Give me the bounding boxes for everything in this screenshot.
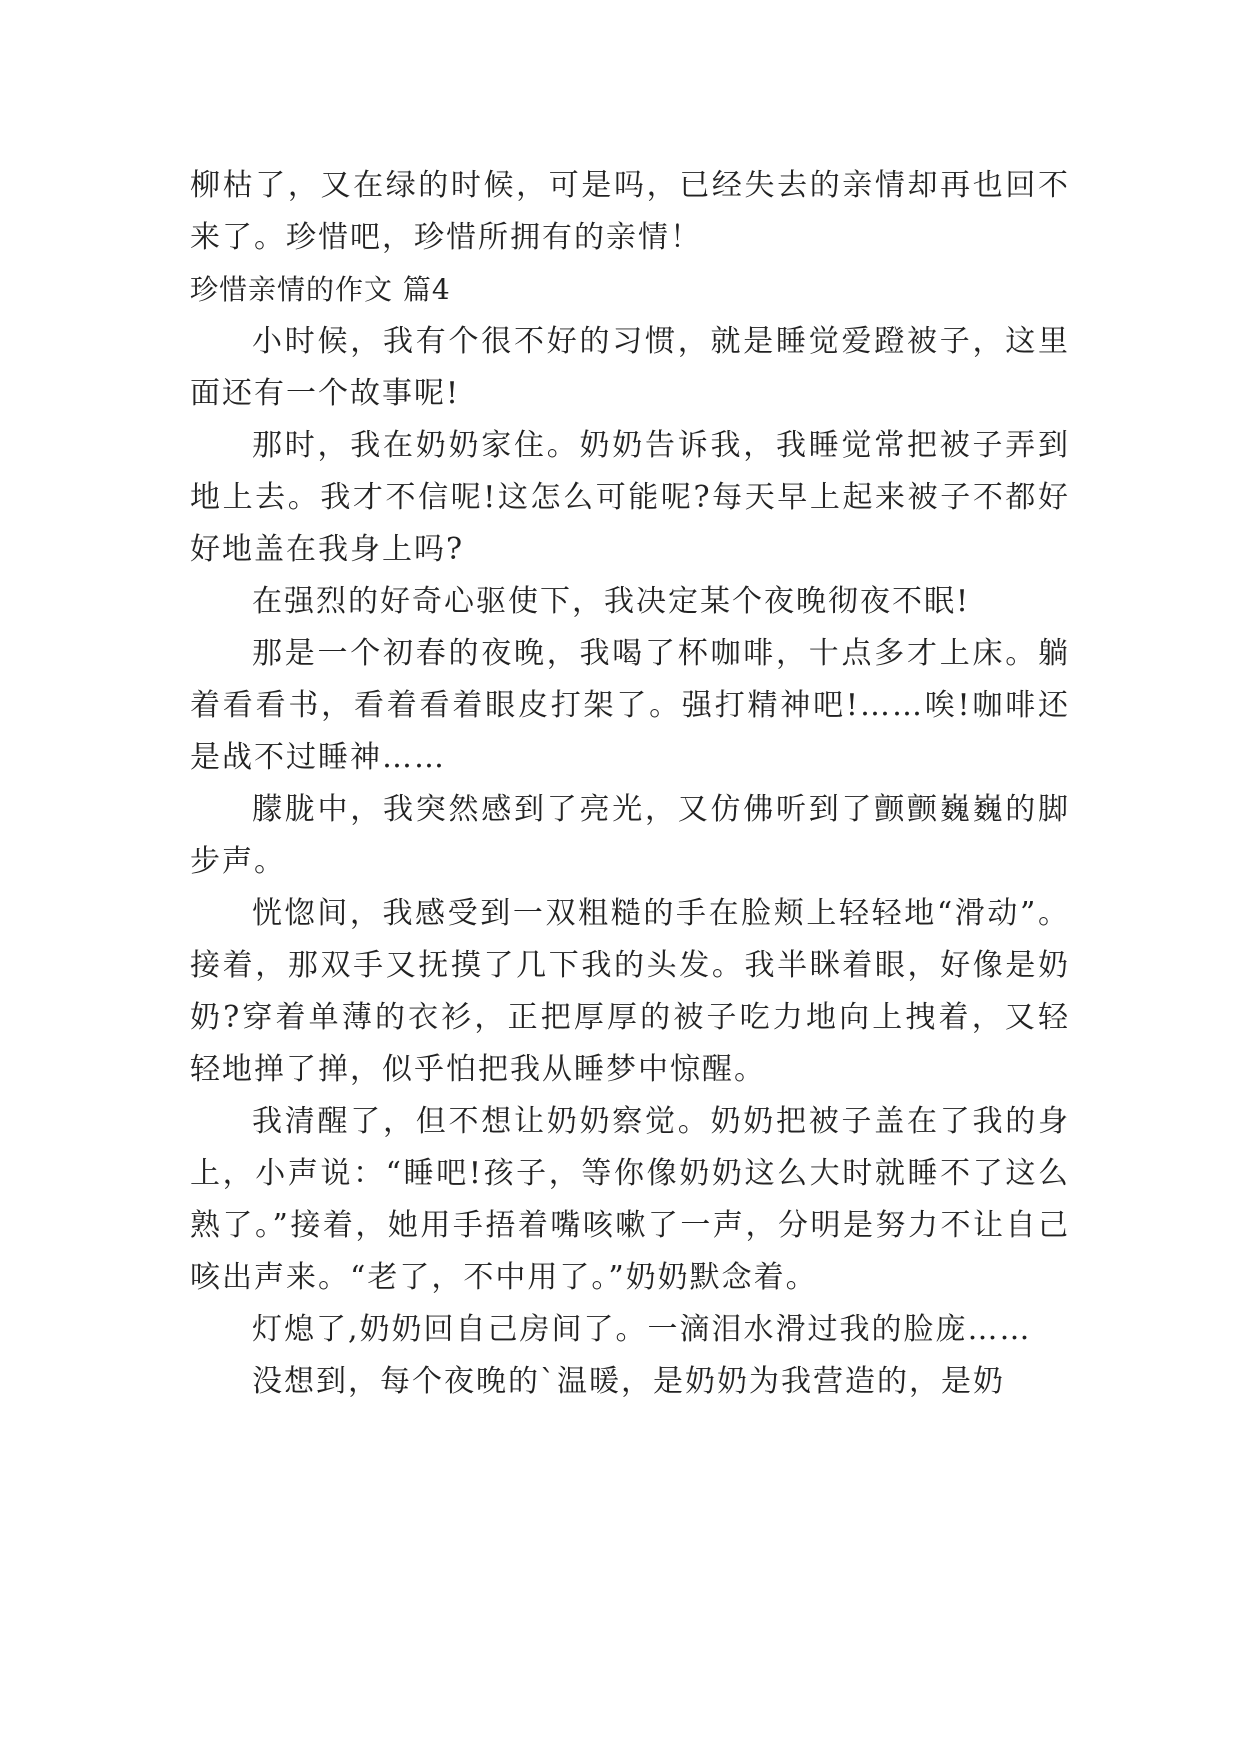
paragraph: 朦胧中，我突然感到了亮光，又仿佛听到了颤颤巍巍的脚步声。 [190,792,1070,879]
paragraph: 没想到，每个夜晚的`温暖，是奶奶为我营造的，是奶 [252,1364,1005,1399]
paragraph: 在强烈的好奇心驱使下，我决定某个夜晚彻夜不眠! [252,584,971,619]
paragraph: 那时，我在奶奶家住。奶奶告诉我，我睡觉常把被子弄到地上去。我才不信呢!这怎么可能呢?每天早上起来被子不都好好地盖在我身上吗? [190,428,1070,567]
paragraph: 我清醒了，但不想让奶奶察觉。奶奶把被子盖在了我的身上，小声说：“睡吧!孩子，等你像奶奶这么大时就睡不了这么熟了。”接着，她用手捂着嘴咳嗽了一声，分明是努力不让自己咳出声来。“老了，不中用了。”奶奶默念着。 [190,1104,1070,1295]
section-heading: 珍惜亲情的作文 篇4 [190,273,451,306]
paragraph: 小时候，我有个很不好的习惯，就是睡觉爱蹬被子，这里面还有一个故事呢! [190,324,1070,411]
document-body [190,160,1070,1408]
paragraph: 灯熄了,奶奶回自己房间了。一滴泪水滑过我的脸庞…… [252,1312,1032,1347]
paragraph: 恍惚间，我感受到一双粗糙的手在脸颊上轻轻地“滑动”。接着，那双手又抚摸了几下我的头发。我半眯着眼，好像是奶奶?穿着单薄的衣衫，正把厚厚的被子吃力地向上拽着，又轻轻地掸了掸，似乎怕把我从睡梦中惊醒。 [190,896,1070,1087]
paragraph-continuation: 柳枯了，又在绿的时候，可是吗，已经失去的亲情却再也回不来了。珍惜吧，珍惜所拥有的亲情！ [190,168,1070,255]
paragraph: 那是一个初春的夜晚，我喝了杯咖啡，十点多才上床。躺着看看书，看着看着眼皮打架了。强打精神吧!……唉!咖啡还是战不过睡神…… [190,636,1070,775]
